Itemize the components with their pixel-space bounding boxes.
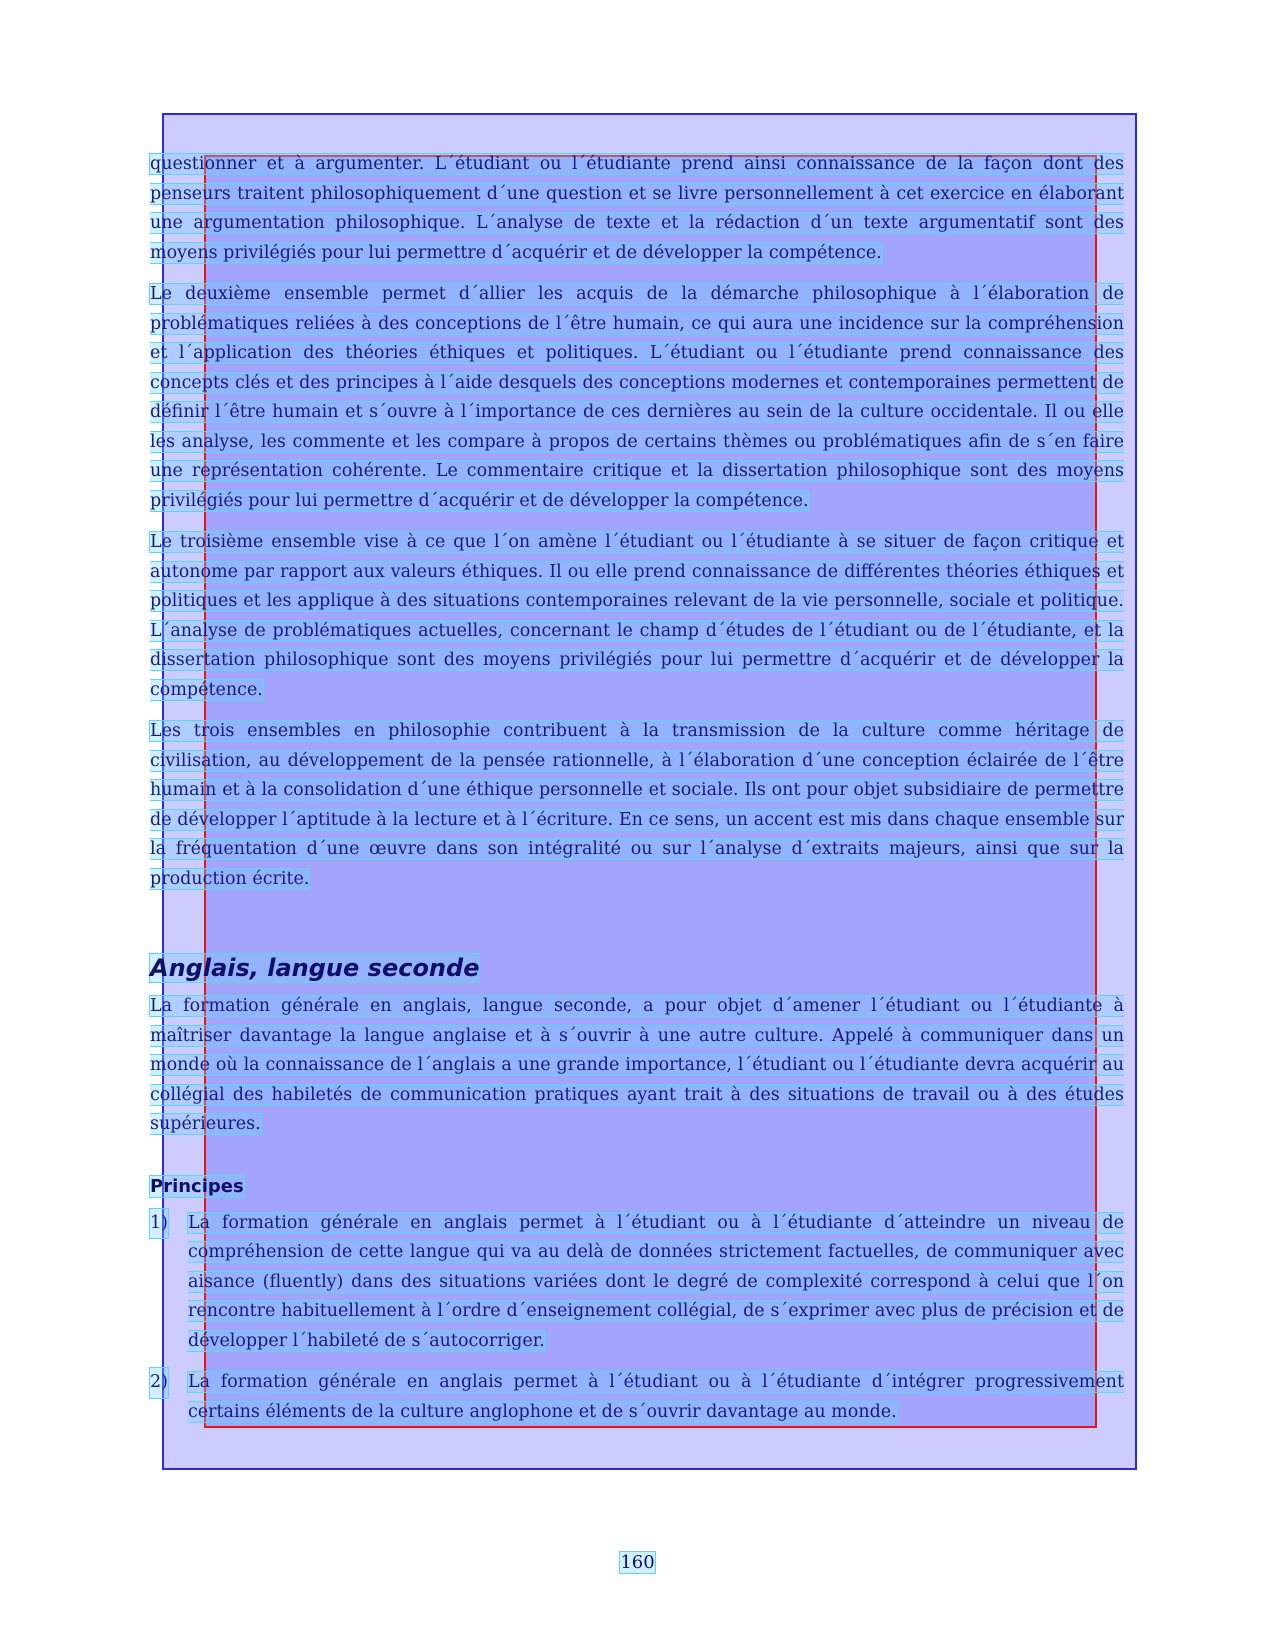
list-item-text: La formation générale en anglais permet à l´étudiant ou à l´étudiante d´intégrer progressivement certains éléments de la culture anglophone et de s´ouvrir davantage au monde. xyxy=(188,1372,1124,1422)
paragraph-philosophy-3 xyxy=(150,528,1124,705)
principles-heading-wrapper xyxy=(150,1152,1124,1209)
paragraph-text: Le troisième ensemble vise à ce que l´on amène l´étudiant ou l´étudiante à se situer de façon critique et autonome par rapport aux valeurs éthiques. Il ou elle prend connaissance de différentes théories éthiques et politiques et les applique à des situations contemporaines relevant de la vie personnelle, sociale et politique. L´analyse de problématiques actuelles, concernant le champ d´études de l´étudiant ou de l´étudiante, et la dissertation philosophique sont des moyens privilégiés pour lui permettre d´acquérir et de développer la compétence. xyxy=(150,532,1124,700)
section-heading-wrapper xyxy=(150,906,1124,992)
list-item xyxy=(150,1209,1124,1357)
paragraph-philosophy-4 xyxy=(150,717,1124,894)
section-intro-paragraph xyxy=(150,992,1124,1140)
list-item xyxy=(150,1368,1124,1427)
list-item-number: 2) xyxy=(150,1368,168,1398)
paragraph-text: La formation générale en anglais, langue seconde, a pour objet d´amener l´étudiant ou l´étudiante à maîtriser davantage la langue anglaise et à s´ouvrir à une autre culture. Appelé à communiquer dans un monde où la connaissance de l´anglais a une grande importance, l´étudiant ou l´étudiante devra acquérir au collégial des habiletés de communication pratiques ayant trait à des situations de travail ou à des études supérieures. xyxy=(150,996,1124,1134)
list-item-text: La formation générale en anglais permet à l´étudiant ou à l´étudiante d´atteindre un niveau de compréhension de cette langue qui va au delà de données strictement factuelles, de communiquer avec aisance (fluently) dans des situations variées dont le degré de complexité correspond à celui que l´on rencontre habituellement à l´ordre d´enseignement collégial, de s´exprimer avec plus de précision et de développer l´habileté de s´autocorriger. xyxy=(188,1212,1124,1351)
paragraph-philosophy-2 xyxy=(150,280,1124,516)
section-title: Anglais, langue seconde xyxy=(150,954,480,982)
document-body xyxy=(150,150,1124,1439)
page-number xyxy=(0,1552,1275,1573)
paragraph-philosophy-1 xyxy=(150,150,1124,268)
paragraph-text: Le deuxième ensemble permet d´allier les acquis de la démarche philosophique à l´élaboration de problématiques reliées à des conceptions de l´être humain, ce qui aura une incidence sur la compréhension et l´application des théories éthiques et politiques. L´étudiant ou l´étudiante prend connaissance des concepts clés et des principes à l´aide desquels des conceptions modernes et contemporaines permettent de définir l´être humain et s´ouvre à l´importance de ces dernières au sein de la culture occidentale. Il ou elle les analyse, les commente et les compare à propos de certains thèmes ou problématiques afin de s´en faire une représentation cohérente. Le commentaire critique et la dissertation philosophique sont des moyens privilégiés pour lui permettre d´acquérir et de développer la compétence. xyxy=(150,284,1124,511)
paragraph-text: questionner et à argumenter. L´étudiant ou l´étudiante prend ainsi connaissance de la façon dont des penseurs traitent philosophiquement d´une question et se livre personnellement à cet exercice en élaborant une argumentation philosophique. L´analyse de texte et la rédaction d´un texte argumentatif sont des moyens privilégiés pour lui permettre d´acquérir et de développer la compétence. xyxy=(150,154,1124,263)
principles-title: Principes xyxy=(150,1175,244,1197)
page-number-text: 160 xyxy=(620,1552,655,1573)
list-item-number: 1) xyxy=(150,1209,168,1239)
paragraph-text: Les trois ensembles en philosophie contribuent à la transmission de la culture comme héritage de civilisation, au développement de la pensée rationnelle, à l´élaboration d´une conception éclairée de l´être humain et à la consolidation d´une éthique personnelle et sociale. Ils ont pour objet subsidiaire de permettre de développer l´aptitude à la lecture et à l´écriture. En ce sens, un accent est mis dans chaque ensemble sur la fréquentation d´une œuvre dans son intégralité ou sur l´analyse d´extraits majeurs, ainsi que sur la production écrite. xyxy=(150,721,1124,889)
